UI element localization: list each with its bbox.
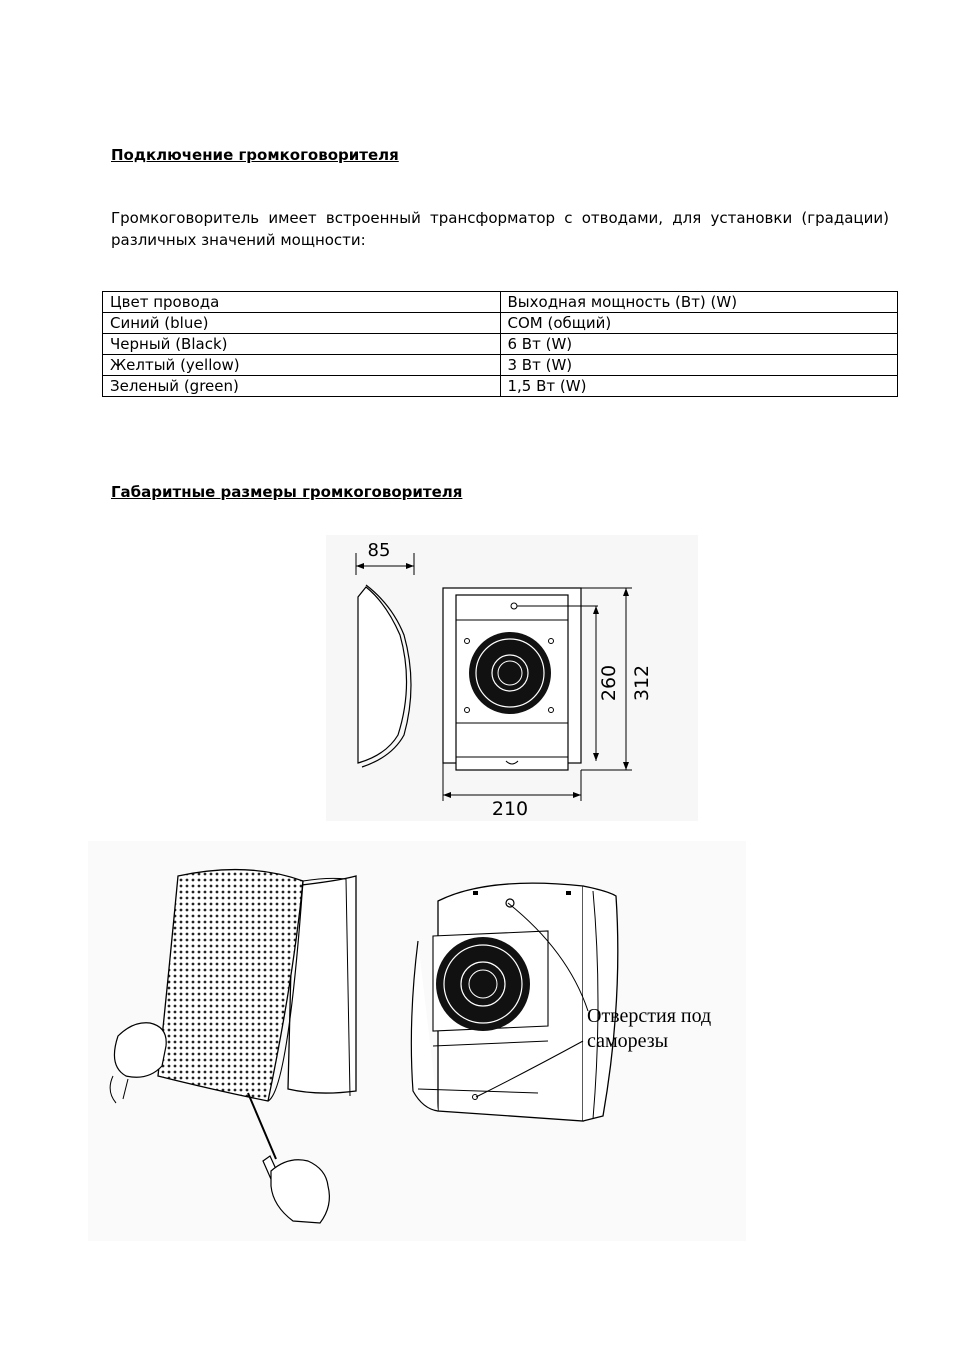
- wire-table: [102, 291, 898, 397]
- table-row: [103, 355, 898, 376]
- table-row: [103, 376, 898, 397]
- table-cell: 1,5 Вт (W): [500, 376, 898, 397]
- table-cell: 6 Вт (W): [500, 334, 898, 355]
- table-cell: 3 Вт (W): [500, 355, 898, 376]
- mounting-illustration: [88, 841, 746, 1241]
- table-row: [103, 334, 898, 355]
- section-connection-heading: Подключение громкоговорителя: [111, 146, 399, 164]
- callout-line-2: саморезы: [587, 1030, 669, 1052]
- table-cell: Черный (Black): [103, 334, 501, 355]
- section-dimensions-heading: Габаритные размеры громкоговорителя: [111, 483, 463, 501]
- table-cell: Желтый (yellow): [103, 355, 501, 376]
- table-cell: Зеленый (green): [103, 376, 501, 397]
- table-row: [103, 313, 898, 334]
- table-header-cell: Выходная мощность (Вт) (W): [500, 292, 898, 313]
- speaker-open-figure: [411, 883, 617, 1121]
- depth-label: 85: [367, 540, 391, 561]
- dimensions-drawing: [326, 535, 698, 821]
- total-height-label: 312: [631, 664, 653, 702]
- width-label: 210: [491, 798, 529, 820]
- table-cell: COM (общий): [500, 313, 898, 334]
- inner-height-label: 260: [598, 664, 620, 702]
- table-header-cell: Цвет провода: [103, 292, 501, 313]
- table-header-row: [103, 292, 898, 313]
- callout-line-1: Отверстия под: [587, 1005, 712, 1027]
- table-cell: Синий (blue): [103, 313, 501, 334]
- connection-paragraph: Громкоговоритель имеет встроенный трансформатор с отводами, для установки (градации) различных значений мощности:: [111, 209, 889, 249]
